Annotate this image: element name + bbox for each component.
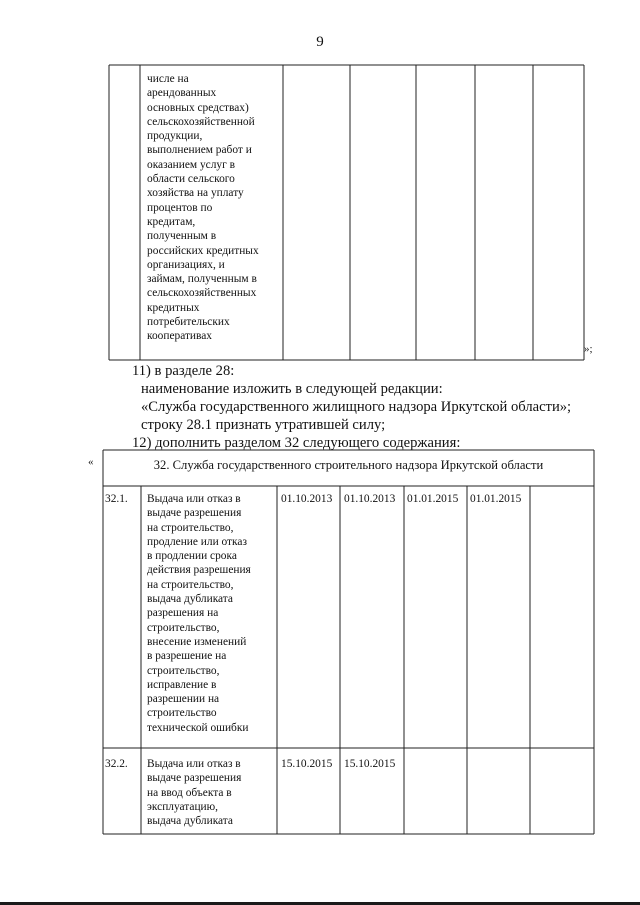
continued-description-cell: числе на арендованных основных средствах) сельскохозяйственной продукции, выполнением работ и оказанием услуг в области сельского хозяйства на уплату процентов по кредитам, полученным в российских кредитных организациях, и займам, полученным в сельскохозяйственных кредитных потребительских кооперативах xyxy=(147,73,259,343)
section-32-title: 32. Служба государственного строительного надзора Иркутской области xyxy=(153,458,544,472)
item-12-heading: 12) дополнить разделом 32 следующего содержания: xyxy=(132,435,461,451)
page-number: 9 xyxy=(316,34,324,50)
row-description: Выдача или отказ в выдаче разрешения на ввод объекта в эксплуатацию, выдача дубликата xyxy=(147,758,242,828)
date-cell: 15.10.2015 xyxy=(281,758,333,770)
date-cell: 15.10.2015 xyxy=(344,758,396,770)
date-cell: 01.01.2015 xyxy=(470,493,522,505)
row-number: 32.1. xyxy=(105,493,128,505)
item-11-line-1: наименование изложить в следующей редакции: xyxy=(141,381,443,397)
row-description: Выдача или отказ в выдаче разрешения на строительство, продление или отказ в продлении срока действия разрешения на строительство, выдача дубликата разрешения на строительство, внесение изменений в разрешение на строительство, исправление в разрешении на строительство технической ошибки xyxy=(147,493,251,734)
closing-quote-mark: »; xyxy=(584,343,593,355)
date-cell: 01.10.2013 xyxy=(281,493,333,505)
item-11-line-3: строку 28.1 признать утратившей силу; xyxy=(141,417,386,433)
date-cell: 01.01.2015 xyxy=(407,493,459,505)
opening-quote-mark: « xyxy=(88,456,94,468)
row-number: 32.2. xyxy=(105,758,128,770)
item-11-heading: 11) в разделе 28: xyxy=(132,363,235,379)
date-cell: 01.10.2013 xyxy=(344,493,396,505)
item-11-line-2: «Служба государственного жилищного надзора Иркутской области»; xyxy=(141,399,572,415)
